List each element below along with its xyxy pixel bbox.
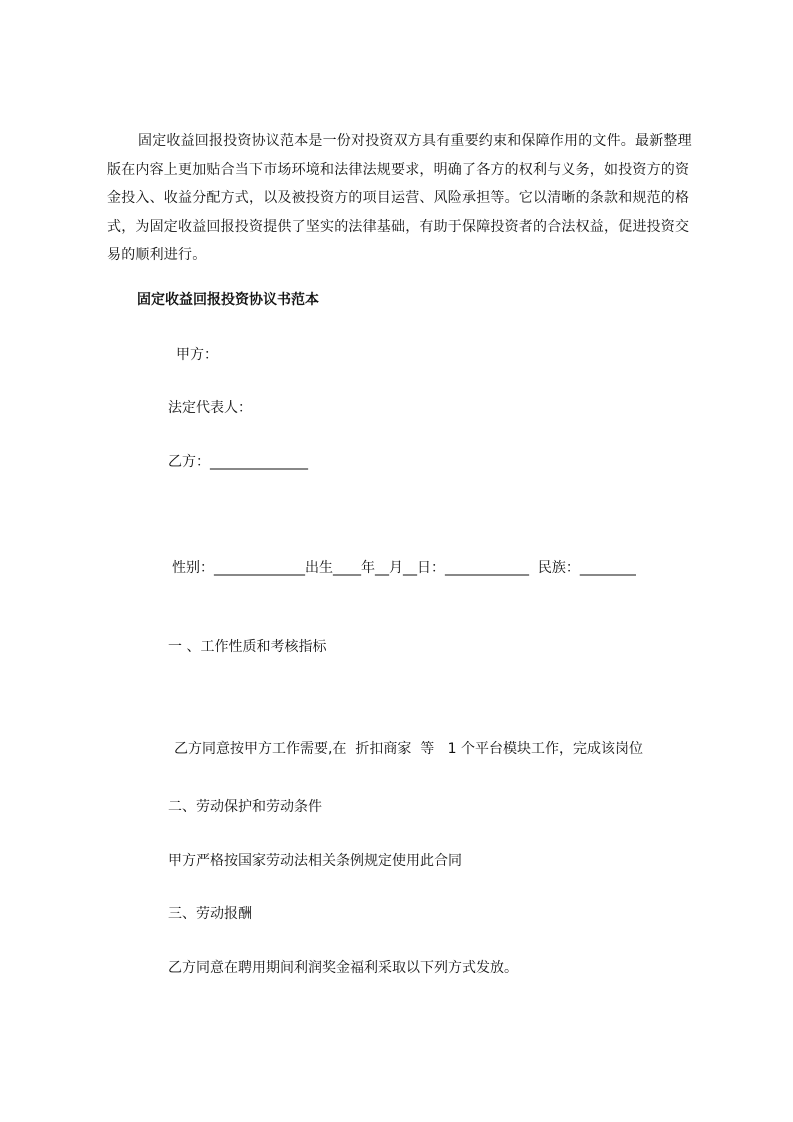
section-1-line-1: 乙方同意按甲方工作需要,在 折扣商家 等 1 个平台模块工作，完成该岗位 [174, 741, 643, 757]
personal-info-line-1: 性别：_____________出生____年__月__日：____________ 民族：________ [172, 560, 636, 576]
section-1-heading: 一 、工作性质和考核指标 [168, 639, 327, 655]
legal-representative-label: 法定代表人： [168, 400, 252, 416]
section-3-heading: 三、劳动报酬 [168, 906, 252, 922]
party-a-label: 甲方： [176, 347, 218, 363]
intro-paragraph: 固定收益回报投资协议范本是一份对投资双方具有重要约束和保障作用的文件。最新整理版在内容上更加贴合当下市场环境和法律法规要求，明确了各方的权利与义务，如投资方的资金投入、收益分配方式，以及被投资方的项目运营、风险承担等。它以清晰的条款和规范的格式，为固定收益回报投资提供了坚实的法律基础，有助于保障投资者的合法权益，促进投资交易的顺利进行。 [107, 133, 692, 263]
section-2-heading: 二、劳动保护和劳动条件 [168, 799, 322, 815]
party-b-label: 乙方：______________ [168, 454, 308, 470]
personal-info-block [107, 502, 697, 612]
section-1-body [107, 683, 697, 767]
document-title: 固定收益回报投资协议书范本 [137, 292, 319, 308]
section-2-body: 甲方严格按国家劳动法相关条例规定使用此合同 [168, 853, 462, 869]
section-3-body: 乙方同意在聘用期间利润奖金福利采取以下列方式发放。 [168, 960, 518, 976]
